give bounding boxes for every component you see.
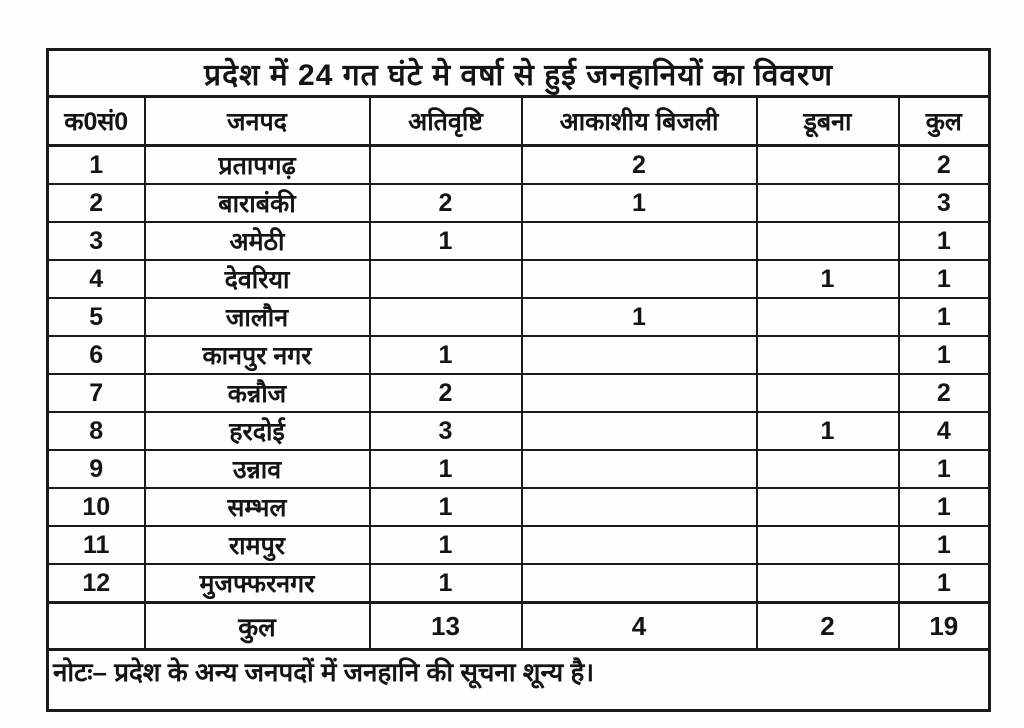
table-cell: 10	[48, 488, 145, 526]
table-cell: कानपुर नगर	[145, 336, 370, 374]
table-cell: 9	[48, 450, 145, 488]
table-row	[48, 260, 990, 298]
table-cell: 8	[48, 412, 145, 450]
table-row	[48, 450, 990, 488]
table-row	[48, 146, 990, 185]
total-grand: 19	[899, 603, 990, 650]
table-cell	[757, 184, 899, 222]
table-row	[48, 412, 990, 450]
table-cell: अमेठी	[145, 222, 370, 260]
total-heavy-rain: 13	[370, 603, 522, 650]
table-cell	[757, 450, 899, 488]
table-cell	[522, 526, 757, 564]
table-cell: उन्नाव	[145, 450, 370, 488]
table-cell	[522, 564, 757, 603]
table-cell: 1	[370, 526, 522, 564]
col-header-total: कुल	[899, 97, 990, 146]
table-cell	[370, 146, 522, 185]
table-cell	[370, 260, 522, 298]
table-cell: 1	[370, 336, 522, 374]
table-cell: 1	[899, 526, 990, 564]
table-row	[48, 298, 990, 336]
note-row	[48, 650, 990, 711]
table-cell: 1	[370, 222, 522, 260]
table-cell: 2	[899, 374, 990, 412]
table-cell: 2	[48, 184, 145, 222]
table-cell	[757, 564, 899, 603]
table-cell	[522, 222, 757, 260]
table-cell	[757, 298, 899, 336]
table-cell: 2	[370, 374, 522, 412]
table-cell	[757, 488, 899, 526]
table-row	[48, 374, 990, 412]
table-cell	[757, 336, 899, 374]
table-row	[48, 488, 990, 526]
table-cell: 1	[899, 488, 990, 526]
table-cell: जालौन	[145, 298, 370, 336]
col-header-heavy-rain: अतिवृष्टि	[370, 97, 522, 146]
note-text: नोटः– प्रदेश के अन्य जनपदों में जनहानि की सूचना शून्य है।	[48, 650, 990, 711]
table-cell: 4	[48, 260, 145, 298]
total-lightning: 4	[522, 603, 757, 650]
table-cell: कन्नौज	[145, 374, 370, 412]
table-cell: 2	[522, 146, 757, 185]
table-cell: 1	[899, 450, 990, 488]
table-cell: रामपुर	[145, 526, 370, 564]
total-row	[48, 603, 990, 650]
total-label: कुल	[145, 603, 370, 650]
table-header-row	[48, 97, 990, 146]
table-row	[48, 336, 990, 374]
table-cell	[522, 450, 757, 488]
table-cell: 1	[899, 260, 990, 298]
table-cell: देवरिया	[145, 260, 370, 298]
table-cell	[522, 336, 757, 374]
table-cell: 1	[757, 412, 899, 450]
table-row	[48, 222, 990, 260]
rain-casualty-table	[46, 48, 991, 712]
table-cell: 12	[48, 564, 145, 603]
table-cell	[522, 260, 757, 298]
table-cell: 3	[48, 222, 145, 260]
col-header-drowning: डूबना	[757, 97, 899, 146]
table-cell: 3	[370, 412, 522, 450]
table-cell: 11	[48, 526, 145, 564]
table-cell: 1	[757, 260, 899, 298]
table-cell: 1	[899, 222, 990, 260]
table-row	[48, 526, 990, 564]
table-cell: बाराबंकी	[145, 184, 370, 222]
table-cell: 1	[899, 336, 990, 374]
table-cell: 6	[48, 336, 145, 374]
total-drowning: 2	[757, 603, 899, 650]
table-cell: 2	[899, 146, 990, 185]
table-cell: सम्भल	[145, 488, 370, 526]
table-cell: 1	[899, 298, 990, 336]
table-cell: 2	[370, 184, 522, 222]
table-cell: 1	[522, 184, 757, 222]
table-title-row	[48, 50, 990, 97]
col-header-district: जनपद	[145, 97, 370, 146]
table-cell: मुजफ्फरनगर	[145, 564, 370, 603]
table-cell	[757, 374, 899, 412]
table-cell: 1	[370, 564, 522, 603]
table-row	[48, 564, 990, 603]
table-cell: 7	[48, 374, 145, 412]
table-cell: प्रतापगढ़	[145, 146, 370, 185]
table-cell: 1	[48, 146, 145, 185]
table-row	[48, 184, 990, 222]
col-header-lightning: आकाशीय बिजली	[522, 97, 757, 146]
table-cell	[522, 374, 757, 412]
table-cell: हरदोई	[145, 412, 370, 450]
table-cell	[370, 298, 522, 336]
table-title: प्रदेश में 24 गत घंटे मे वर्षा से हुई जनहानियों का विवरण	[48, 50, 990, 97]
table-cell	[522, 488, 757, 526]
table-cell	[757, 526, 899, 564]
table-cell: 1	[370, 488, 522, 526]
table-cell: 1	[899, 564, 990, 603]
table-cell: 4	[899, 412, 990, 450]
table-cell: 1	[370, 450, 522, 488]
table-cell: 5	[48, 298, 145, 336]
table-cell: 1	[522, 298, 757, 336]
total-serial-empty-cell	[48, 603, 145, 650]
col-header-serial-no: क0सं0	[48, 97, 145, 146]
table-cell	[757, 222, 899, 260]
table-cell: 3	[899, 184, 990, 222]
table-cell	[522, 412, 757, 450]
table-cell	[757, 146, 899, 185]
table-body	[48, 146, 990, 603]
